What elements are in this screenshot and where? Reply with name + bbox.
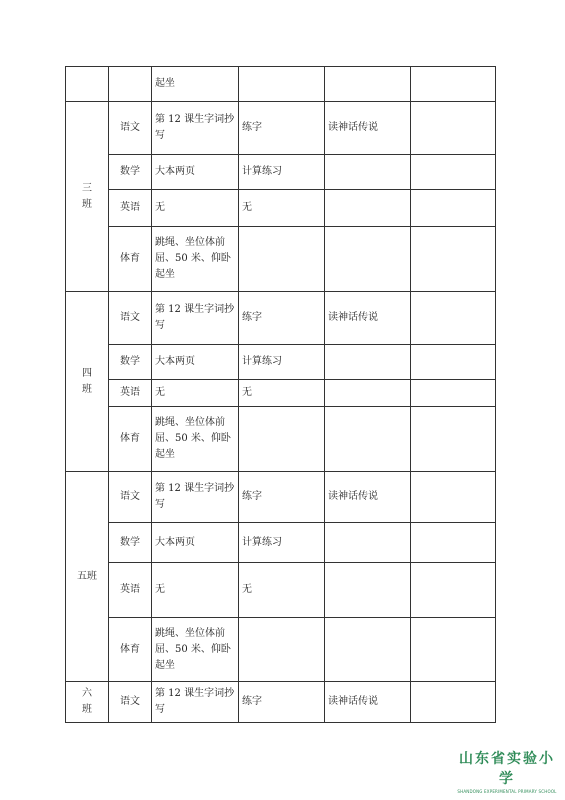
practice-cell [239,227,325,292]
table-row [66,618,496,682]
reading-cell [325,345,411,380]
reading-cell: 读神话传说 [325,472,411,523]
table-row [66,67,496,102]
subject-cell: 语文 [109,472,152,523]
reading-cell [325,563,411,618]
table-row [66,227,496,292]
task-cell: 无 [152,380,239,407]
reading-cell [325,227,411,292]
task-cell: 无 [152,190,239,227]
subject-cell: 数学 [109,155,152,190]
subject-cell [109,67,152,102]
table-row [66,682,496,723]
subject-cell: 数学 [109,345,152,380]
practice-cell: 练字 [239,682,325,723]
table-row [66,190,496,227]
task-cell: 跳绳、坐位体前屈、50 米、仰卧起坐 [152,407,239,472]
table-row [66,523,496,563]
reading-cell [325,155,411,190]
subject-cell: 英语 [109,563,152,618]
practice-cell: 无 [239,380,325,407]
practice-cell [239,67,325,102]
reading-cell: 读神话传说 [325,292,411,345]
subject-cell: 体育 [109,407,152,472]
practice-cell: 练字 [239,102,325,155]
table-row [66,380,496,407]
task-cell: 第 12 课生字词抄写 [152,682,239,723]
table-row [66,155,496,190]
practice-cell: 无 [239,563,325,618]
practice-cell [239,618,325,682]
notes-cell [411,618,496,682]
task-cell: 第 12 课生字词抄写 [152,292,239,345]
class-name: 六 班 [66,682,109,723]
practice-cell: 无 [239,190,325,227]
notes-cell [411,155,496,190]
notes-cell [411,472,496,523]
subject-cell: 体育 [109,618,152,682]
practice-cell: 计算练习 [239,345,325,380]
task-cell: 大本两页 [152,345,239,380]
reading-cell: 读神话传说 [325,102,411,155]
task-cell: 第 12 课生字词抄写 [152,102,239,155]
task-cell: 第 12 课生字词抄写 [152,472,239,523]
notes-cell [411,102,496,155]
notes-cell [411,67,496,102]
practice-cell: 计算练习 [239,155,325,190]
class-name: 五班 [66,472,109,682]
task-cell: 起坐 [152,67,239,102]
notes-cell [411,292,496,345]
notes-cell [411,523,496,563]
class-name: 三 班 [66,102,109,292]
practice-cell: 练字 [239,472,325,523]
reading-cell [325,523,411,563]
practice-cell: 练字 [239,292,325,345]
task-cell: 跳绳、坐位体前屈、50 米、仰卧起坐 [152,618,239,682]
subject-cell: 语文 [109,292,152,345]
homework-table [65,66,496,723]
table-row [66,407,496,472]
notes-cell [411,190,496,227]
class-cell [66,67,109,102]
table-row [66,563,496,618]
subject-cell: 英语 [109,190,152,227]
class-name: 四 班 [66,292,109,472]
task-cell: 无 [152,563,239,618]
table-row [66,345,496,380]
task-cell: 大本两页 [152,155,239,190]
notes-cell [411,563,496,618]
notes-cell [411,380,496,407]
table-row [66,472,496,523]
reading-cell [325,190,411,227]
reading-cell [325,407,411,472]
practice-cell: 计算练习 [239,523,325,563]
practice-cell [239,407,325,472]
table-row [66,292,496,345]
reading-cell [325,380,411,407]
school-logo [452,748,562,794]
reading-cell [325,618,411,682]
subject-cell: 语文 [109,682,152,723]
notes-cell [411,227,496,292]
reading-cell: 读神话传说 [325,682,411,723]
school-name-en: SHANDONG EXPERIMENTAL PRIMARY SCHOOL [457,789,557,794]
school-name-cn: 山东省实验小学 [459,751,555,787]
notes-cell [411,682,496,723]
notes-cell [411,407,496,472]
reading-cell [325,67,411,102]
subject-cell: 语文 [109,102,152,155]
subject-cell: 英语 [109,380,152,407]
task-cell: 跳绳、坐位体前屈、50 米、仰卧起坐 [152,227,239,292]
subject-cell: 数学 [109,523,152,563]
task-cell: 大本两页 [152,523,239,563]
notes-cell [411,345,496,380]
table-row [66,102,496,155]
subject-cell: 体育 [109,227,152,292]
